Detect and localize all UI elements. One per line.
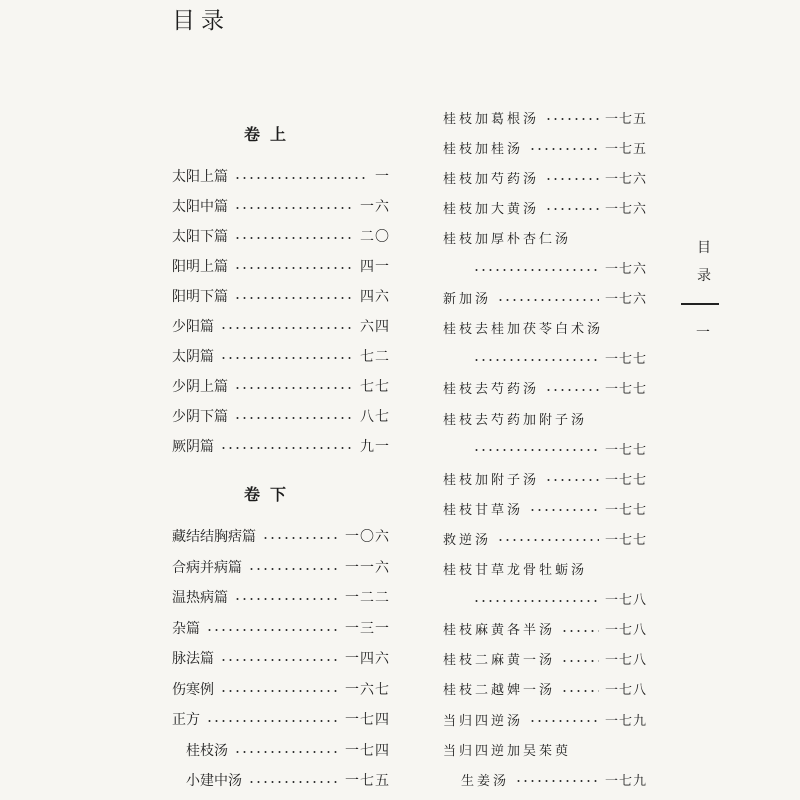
- toc-entry[interactable]: [467, 437, 647, 459]
- toc-entry-page: 一七六: [604, 292, 647, 308]
- toc-entry[interactable]: [467, 347, 647, 369]
- toc-entry-title: 少阴下篇: [172, 409, 228, 425]
- toc-entry[interactable]: [172, 375, 390, 397]
- toc-entry-page: 一七六: [604, 171, 647, 187]
- toc-entry-page: 一七四: [345, 742, 390, 759]
- dot-leader: [473, 449, 599, 451]
- dot-leader: [220, 327, 354, 329]
- toc-entry-page: 一七六: [604, 262, 647, 277]
- dot-leader: [529, 148, 599, 150]
- toc-entry-page: 一七五: [604, 111, 647, 127]
- toc-entry-title: 少阴上篇: [172, 379, 228, 395]
- toc-entry-title: 正方: [172, 712, 200, 728]
- toc-entry-title: 桂枝去桂加茯苓白术汤: [443, 322, 604, 338]
- toc-entry-page: 一七五: [345, 773, 390, 789]
- toc-entry[interactable]: [443, 678, 647, 700]
- toc-entry-page: 七二: [360, 349, 390, 365]
- running-header-label: 目录: [697, 240, 711, 284]
- toc-entry-title: 太阳下篇: [172, 229, 228, 245]
- toc-entry-title: 太阴篇: [172, 349, 214, 365]
- toc-entry-page: 一四六: [345, 651, 390, 667]
- dot-leader: [529, 509, 599, 511]
- toc-entry-title: 桂枝去芍药汤: [443, 382, 540, 398]
- dot-leader: [545, 178, 599, 180]
- toc-entry[interactable]: [443, 136, 647, 158]
- toc-entry-page: 一七四: [345, 712, 390, 728]
- dot-leader: [206, 720, 339, 722]
- toc-entry[interactable]: [172, 586, 390, 608]
- toc-entry-page: 一: [375, 169, 390, 185]
- dot-leader: [220, 447, 354, 449]
- toc-entry-page: 一七五: [604, 141, 647, 157]
- toc-entry-title: 新加汤: [443, 292, 492, 308]
- toc-entry[interactable]: [461, 768, 647, 790]
- toc-entry[interactable]: [172, 405, 390, 427]
- toc-entry-page: 一七八: [604, 653, 647, 669]
- toc-entry[interactable]: [443, 708, 647, 730]
- dot-leader: [561, 690, 599, 692]
- toc-entry-page: 四一: [360, 259, 390, 275]
- toc-entry[interactable]: [467, 588, 647, 610]
- toc-entry-page: 一七七: [604, 532, 647, 548]
- dot-leader: [529, 720, 599, 722]
- dot-leader: [234, 751, 339, 753]
- toc-entry-title: 小建中汤: [186, 773, 242, 789]
- toc-entry-title: 少阳篇: [172, 319, 214, 335]
- toc-entry-page: 一七六: [604, 201, 647, 217]
- toc-entry-title: 桂枝加大黄汤: [443, 201, 540, 217]
- toc-entry[interactable]: [172, 345, 390, 367]
- dot-leader: [220, 659, 339, 661]
- dot-leader: [234, 237, 354, 239]
- toc-entry[interactable]: [443, 317, 647, 339]
- dot-leader: [234, 387, 354, 389]
- dot-leader: [515, 780, 599, 782]
- toc-entry-title: 桂枝加葛根汤: [443, 111, 540, 127]
- volume-heading-upper: 卷上: [244, 125, 297, 144]
- dot-leader: [248, 568, 339, 570]
- toc-entry-title: 伤寒例: [172, 681, 214, 698]
- toc-entry-title: 当归四逆汤: [443, 713, 524, 729]
- dot-leader: [473, 269, 599, 271]
- toc-entry[interactable]: [443, 407, 647, 429]
- toc-entry[interactable]: [443, 196, 647, 218]
- toc-entry[interactable]: [443, 377, 647, 399]
- toc-entry-page: 一一六: [345, 559, 390, 576]
- toc-entry-title: 太阳上篇: [172, 169, 228, 185]
- dot-leader: [262, 537, 339, 539]
- toc-entry-page: 一七七: [604, 472, 647, 488]
- toc-entry-page: 一〇六: [345, 529, 390, 545]
- toc-entry[interactable]: [443, 558, 647, 580]
- toc-entry-title: 杂篇: [172, 620, 200, 637]
- toc-entry-page: 一七八: [604, 623, 647, 639]
- dot-leader: [545, 208, 599, 210]
- toc-entry[interactable]: [172, 315, 390, 337]
- toc-entry-title: 当归四逆加吴茱萸: [443, 743, 572, 759]
- dot-leader: [473, 359, 599, 361]
- dot-leader: [497, 299, 599, 301]
- dot-leader: [234, 417, 354, 419]
- toc-entry-title: 桂枝去芍药加附子汤: [443, 412, 588, 428]
- dot-leader: [473, 600, 599, 602]
- dot-leader: [234, 267, 354, 269]
- toc-entry-title: 合病并病篇: [172, 559, 242, 576]
- toc-entry[interactable]: [443, 166, 647, 188]
- toc-entry-title: 太阳中篇: [172, 199, 228, 215]
- toc-entry-page: 六四: [360, 319, 390, 335]
- dot-leader: [220, 357, 354, 359]
- toc-entry[interactable]: [172, 435, 390, 457]
- toc-entry-page: 二〇: [360, 229, 390, 245]
- toc-entry-title: 阳明上篇: [172, 259, 228, 275]
- toc-entry-page: 一三一: [345, 620, 390, 637]
- toc-entry-page: 一六: [360, 199, 390, 215]
- toc-entry[interactable]: [172, 255, 390, 277]
- toc-entry-page: 一六七: [345, 681, 390, 698]
- volume-heading-lower: 卷下: [244, 485, 297, 504]
- toc-entry-title: 桂枝加附子汤: [443, 472, 540, 488]
- dot-leader: [206, 629, 339, 631]
- toc-entry-title: 桂枝麻黄各半汤: [443, 623, 556, 639]
- toc-entry[interactable]: [443, 738, 647, 760]
- toc-entry[interactable]: [172, 617, 390, 639]
- toc-entry-page: 一七九: [604, 773, 647, 789]
- toc-entry-title: 桂枝加芍药汤: [443, 171, 540, 187]
- toc-entry-title: 厥阴篇: [172, 439, 214, 455]
- page-title: 目录: [172, 8, 230, 34]
- toc-entry[interactable]: [443, 287, 647, 309]
- toc-entry-page: 九一: [360, 439, 390, 455]
- toc-entry-title: 桂枝汤: [186, 742, 228, 759]
- toc-entry-title: 桂枝加厚朴杏仁汤: [443, 231, 572, 247]
- toc-entry[interactable]: [172, 678, 390, 700]
- running-header-rule: [681, 303, 719, 305]
- dot-leader: [234, 598, 339, 600]
- toc-entry-page: 一二二: [345, 590, 390, 606]
- toc-entry-page: 四六: [360, 289, 390, 305]
- toc-entry[interactable]: [443, 467, 647, 489]
- dot-leader: [545, 479, 599, 481]
- toc-entry[interactable]: [172, 285, 390, 307]
- dot-leader: [497, 539, 599, 541]
- toc-entry[interactable]: [172, 195, 390, 217]
- dot-leader: [545, 118, 599, 120]
- toc-entry-title: 藏结结胸痞篇: [172, 529, 256, 545]
- toc-entry-title: 桂枝加桂汤: [443, 141, 524, 157]
- toc-entry-page: 八七: [360, 409, 390, 425]
- dot-leader: [248, 781, 339, 783]
- toc-entry-page: 一七七: [604, 352, 647, 368]
- toc-entry-page: 一七九: [604, 713, 647, 729]
- toc-entry-page: 七七: [360, 379, 390, 395]
- dot-leader: [561, 660, 599, 662]
- toc-entry-title: 桂枝二麻黄一汤: [443, 653, 556, 669]
- dot-leader: [545, 389, 599, 391]
- toc-entry[interactable]: [172, 556, 390, 578]
- toc-entry-title: 温热病篇: [172, 590, 228, 606]
- page-number: 一: [696, 325, 710, 341]
- toc-entry[interactable]: [443, 497, 647, 519]
- toc-entry-title: 阳明下篇: [172, 289, 228, 305]
- toc-entry-page: 一七八: [604, 683, 647, 699]
- dot-leader: [561, 630, 599, 632]
- toc-entry-title: 脉法篇: [172, 651, 214, 667]
- toc-entry[interactable]: [443, 648, 647, 670]
- toc-entry-page: 一七七: [604, 502, 647, 518]
- toc-entry-page: 一七七: [604, 442, 647, 458]
- dot-leader: [234, 207, 354, 209]
- dot-leader: [234, 297, 354, 299]
- toc-entry[interactable]: [443, 106, 647, 128]
- toc-entry[interactable]: [443, 226, 647, 248]
- toc-entry[interactable]: [443, 618, 647, 640]
- dot-leader: [220, 690, 339, 692]
- toc-entry[interactable]: [172, 225, 390, 247]
- toc-entry[interactable]: [443, 527, 647, 549]
- toc-entry-title: 救逆汤: [443, 532, 492, 548]
- toc-entry-title: 桂枝甘草龙骨牡蛎汤: [443, 563, 588, 578]
- dot-leader: [234, 177, 369, 179]
- toc-entry[interactable]: [172, 165, 390, 187]
- toc-entry[interactable]: [467, 257, 647, 279]
- toc-entry[interactable]: [172, 647, 390, 669]
- toc-entry-title: 生姜汤: [461, 773, 510, 789]
- toc-entry[interactable]: [186, 769, 390, 791]
- toc-entry-page: 一七七: [604, 382, 647, 398]
- toc-entry-page: 一七八: [604, 593, 647, 609]
- toc-entry[interactable]: [172, 708, 390, 730]
- toc-entry[interactable]: [186, 739, 390, 761]
- toc-entry-title: 桂枝甘草汤: [443, 502, 524, 518]
- toc-entry[interactable]: [172, 525, 390, 547]
- toc-entry-title: 桂枝二越婢一汤: [443, 683, 556, 699]
